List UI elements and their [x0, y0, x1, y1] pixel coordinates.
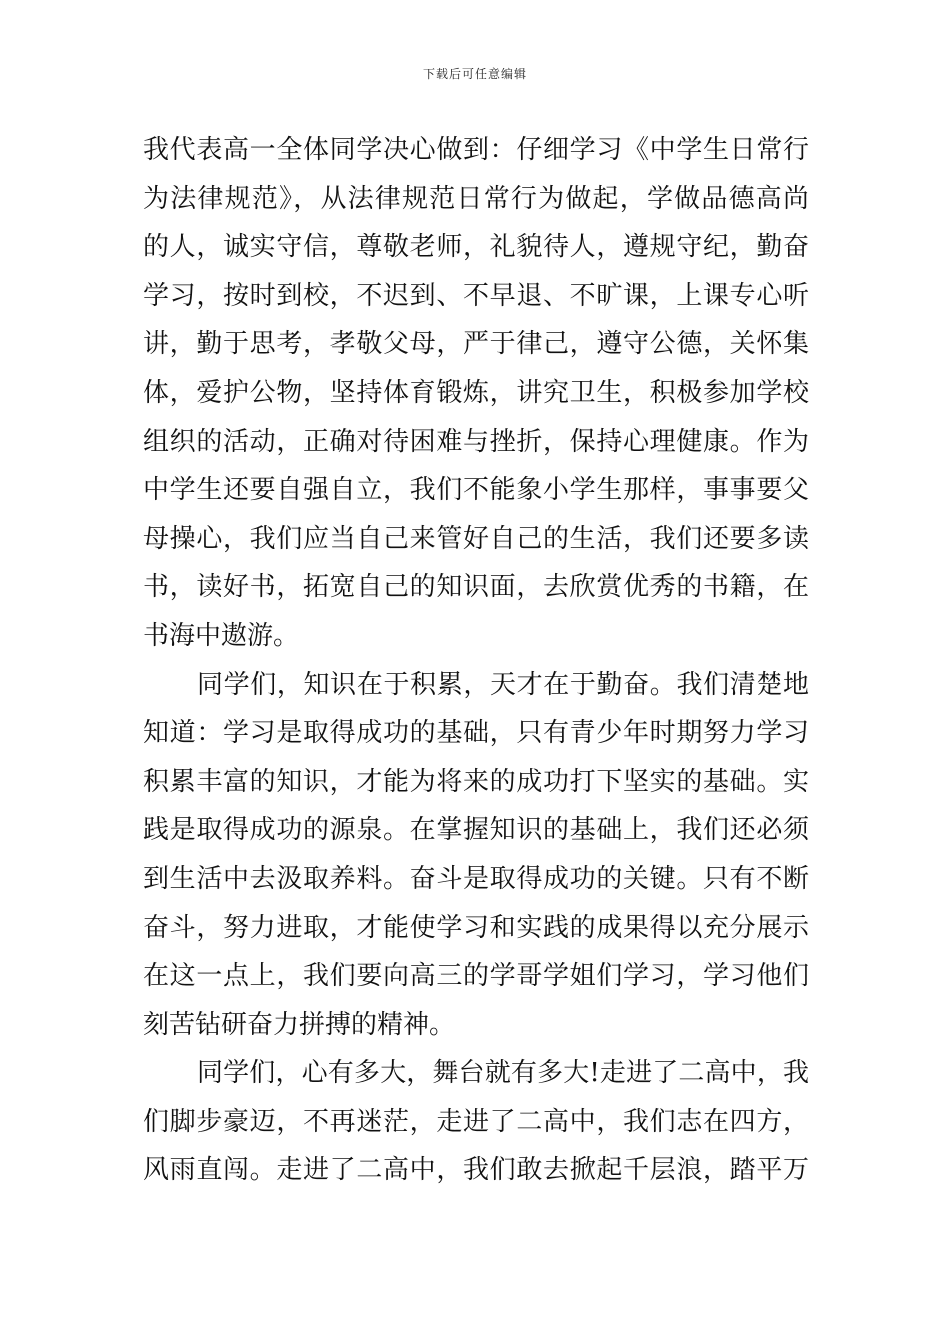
text-line: 学习，按时到校，不迟到、不早退、不旷课，上课专心听: [143, 280, 809, 311]
text-line: 母操心，我们应当自己来管好自己的生活，我们还要多读: [143, 523, 809, 554]
text-line: 践是取得成功的源泉。在掌握知识的基础上，我们还必须: [143, 815, 809, 846]
text-line: 到生活中去汲取养料。奋斗是取得成功的关键。只有不断: [143, 863, 809, 894]
text-line: 风雨直闯。走进了二高中，我们敢去掀起千层浪，踏平万: [143, 1155, 809, 1186]
text-line: 奋斗，努力进取，才能使学习和实践的成果得以充分展示: [143, 912, 809, 943]
text-line: 体，爱护公物，坚持体育锻炼，讲究卫生，积极参加学校: [143, 377, 809, 408]
text-line: 讲，勤于思考，孝敬父母，严于律己，遵守公德，关怀集: [143, 329, 809, 360]
paragraph-end-line: 刻苦钻研奋力拼搏的精神。: [143, 1009, 456, 1040]
page-header: 下载后可任意编辑: [422, 67, 527, 81]
document-body: [143, 126, 809, 1195]
text-line: 中学生还要自强自立，我们不能象小学生那样，事事要父: [143, 475, 809, 506]
text-line: 们脚步豪迈，不再迷茫，走进了二高中，我们志在四方，: [143, 1106, 809, 1137]
text-line: 组织的活动，正确对待困难与挫折，保持心理健康。作为: [143, 426, 809, 457]
paragraph-end-line: 书海中遨游。: [143, 620, 300, 651]
text-line: 积累丰富的知识，才能为将来的成功打下坚实的基础。实: [143, 766, 809, 797]
paragraph-start-line: 同学们，心有多大，舞台就有多大!走进了二高中，我: [197, 1058, 809, 1089]
text-line: 知道：学习是取得成功的基础，只有青少年时期努力学习: [143, 718, 809, 749]
text-line: 为法律规范》，从法律规范日常行为做起，学做品德高尚: [143, 183, 809, 214]
text-line: 书，读好书，拓宽自己的知识面，去欣赏优秀的书籍，在: [143, 572, 809, 603]
text-line: 的人，诚实守信，尊敬老师，礼貌待人，遵规守纪，勤奋: [143, 232, 809, 263]
paragraph-start-line: 同学们，知识在于积累，天才在于勤奋。我们清楚地: [197, 669, 809, 700]
text-line: 我代表高一全体同学决心做到：仔细学习《中学生日常行: [143, 135, 809, 165]
text-line: 在这一点上，我们要向高三的学哥学姐们学习，学习他们: [143, 961, 809, 992]
